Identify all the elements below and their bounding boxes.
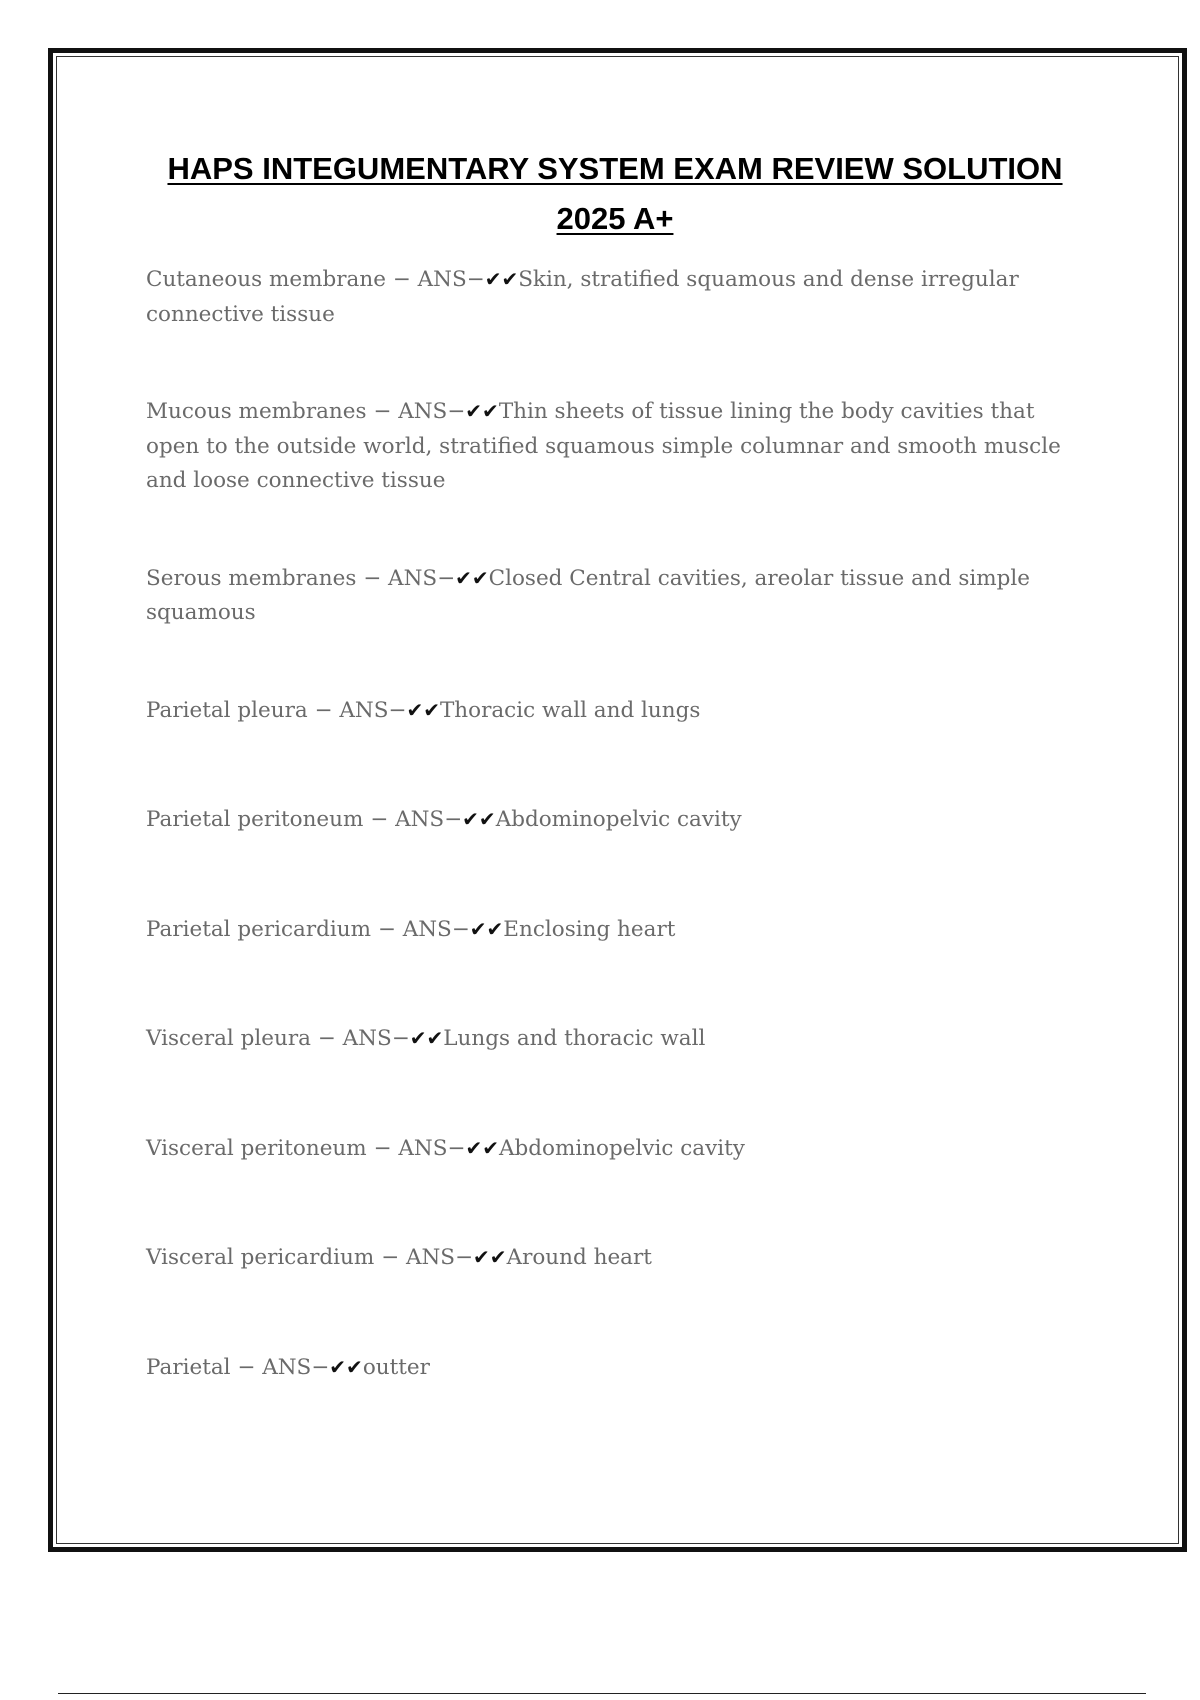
double-check-icon: ✔✔ — [469, 916, 504, 941]
qa-separator: − ANS− — [374, 1245, 474, 1270]
title-line-2: 2025 A+ — [556, 201, 674, 236]
qa-term: Serous membranes — [146, 565, 357, 591]
qa-separator: − ANS− — [356, 565, 456, 591]
qa-entry — [146, 1131, 1066, 1167]
double-check-icon: ✔✔ — [465, 399, 499, 423]
qa-separator: − ANS− — [371, 916, 470, 942]
qa-answer: Closed Central cavities, areolar tissue and simple squamous — [146, 565, 1031, 625]
qa-separator: − ANS− — [310, 1026, 410, 1051]
double-check-icon: ✔✔ — [462, 807, 496, 831]
qa-separator: − ANS− — [307, 697, 407, 723]
qa-answer: Thin sheets of tissue lining the body cavities that open to the outside world, stratified squamous simple columnar and smooth muscle and loose connective tissue — [146, 399, 1061, 493]
qa-entry — [146, 1240, 1066, 1276]
double-check-icon: ✔✔ — [409, 1026, 444, 1050]
qa-answer: Enclosing heart — [503, 916, 676, 942]
qa-answer: outter — [362, 1354, 430, 1380]
qa-entry — [146, 802, 1066, 838]
document-title — [150, 144, 1080, 244]
qa-term: Cutaneous membrane — [146, 267, 386, 292]
qa-answer: Skin, stratified squamous and dense irregular connective tissue — [146, 267, 1019, 327]
qa-term: Parietal pericardium — [146, 916, 372, 942]
qa-separator: − ANS− — [363, 807, 463, 832]
qa-answer: Lungs and thoracic wall — [443, 1026, 706, 1051]
qa-entry — [146, 693, 1066, 729]
qa-entry — [146, 912, 1066, 948]
double-check-icon: ✔✔ — [329, 1354, 363, 1379]
qa-separator: − ANS− — [230, 1354, 330, 1380]
qa-list — [146, 262, 1066, 1385]
qa-term: Parietal — [146, 1354, 231, 1380]
qa-answer: Abdominopelvic cavity — [495, 807, 742, 832]
qa-term: Parietal pleura — [146, 697, 308, 723]
footer-divider — [58, 1693, 1146, 1694]
double-check-icon: ✔✔ — [484, 267, 519, 291]
qa-entry — [146, 561, 1066, 631]
double-check-icon: ✔✔ — [406, 697, 440, 722]
qa-separator: − ANS− — [366, 1135, 466, 1161]
qa-entry — [146, 262, 1066, 332]
qa-answer: Thoracic wall and lungs — [439, 697, 701, 723]
qa-answer: Around heart — [506, 1245, 652, 1270]
qa-separator: − ANS− — [366, 399, 466, 424]
qa-term: Mucous membranes — [146, 399, 367, 424]
double-check-icon: ✔✔ — [473, 1245, 507, 1269]
qa-answer: Abdominopelvic cavity — [498, 1135, 745, 1161]
qa-term: Parietal peritoneum — [146, 807, 364, 832]
qa-term: Visceral peritoneum — [146, 1135, 367, 1161]
double-check-icon: ✔✔ — [465, 1135, 499, 1160]
title-line-1: HAPS INTEGUMENTARY SYSTEM EXAM REVIEW SOLUTION — [167, 151, 1063, 186]
qa-separator: − ANS− — [385, 267, 485, 292]
qa-entry — [146, 1350, 1066, 1386]
qa-term: Visceral pericardium — [146, 1245, 375, 1270]
double-check-icon: ✔✔ — [455, 565, 489, 590]
qa-entry — [146, 1021, 1066, 1057]
qa-term: Visceral pleura — [146, 1026, 311, 1051]
qa-entry — [146, 394, 1066, 499]
